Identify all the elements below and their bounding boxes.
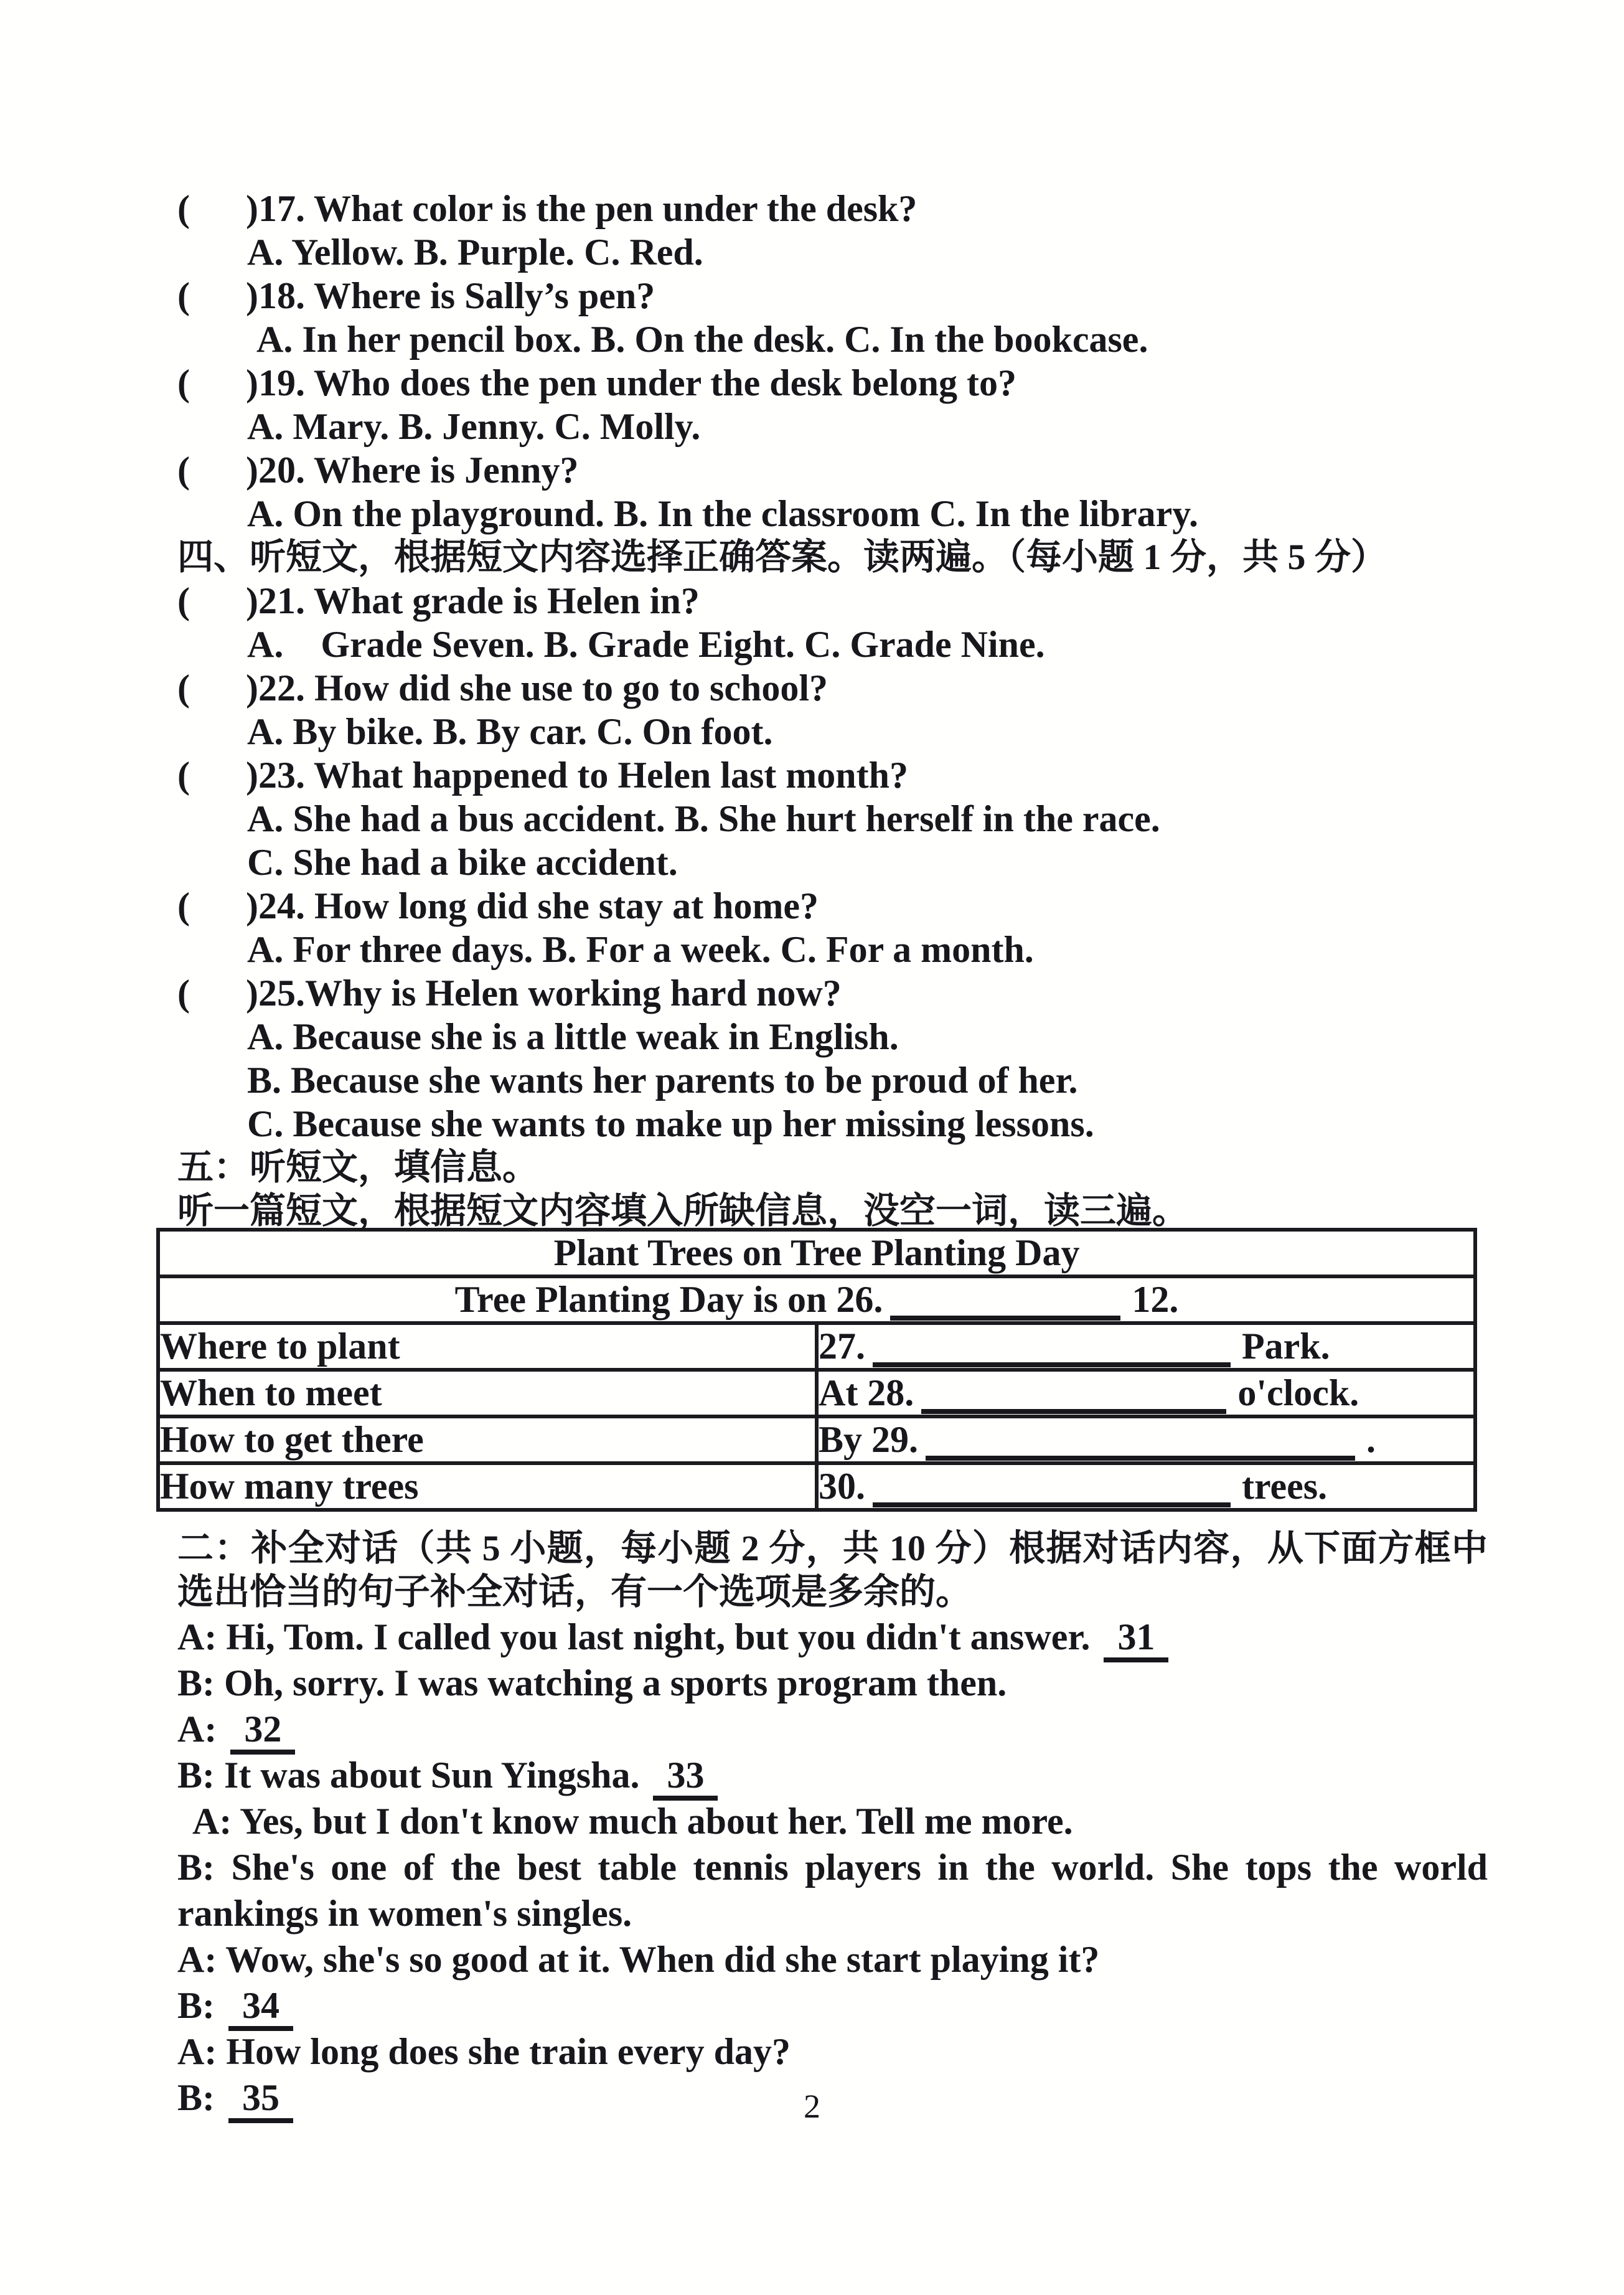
section-listening-mc: [177, 187, 1488, 535]
page-content: [160, 187, 1497, 2121]
dialogue-line-b2: [177, 1752, 1488, 1798]
table-row-label: When to meet: [158, 1370, 817, 1416]
options-line-25a: A. Because she is a little weak in English.: [247, 1016, 899, 1057]
question-line-23: ( )23. What happened to Helen last month?: [177, 755, 908, 796]
table-subtitle-row: [158, 1276, 1475, 1323]
question-line-25: ( )25.Why is Helen working hard now?: [177, 973, 842, 1014]
table-row-how: [158, 1416, 1475, 1463]
dialogue-line-a1: [177, 1614, 1488, 1660]
dialogue-line-a4: [177, 1936, 1488, 1982]
blank-prefix-27: 27.: [819, 1326, 865, 1367]
section-five-heading: 五：听短文，填信息。: [177, 1147, 539, 1187]
table-row-label: How many trees: [158, 1463, 817, 1510]
dialogue-text: B: Oh, sorry. I was watching a sports program then.: [177, 1662, 1007, 1704]
page-number: 2: [804, 2088, 820, 2125]
dialogue-text: B: It was about Sun Yingsha.: [177, 1755, 640, 1796]
dialogue-line-a2: [177, 1706, 1488, 1752]
answer-blank-32: 32: [230, 1708, 295, 1755]
table-row-label: How to get there: [158, 1416, 817, 1463]
dialogue-text: A: Hi, Tom. I called you last night, but you didn't answer.: [177, 1616, 1091, 1657]
dialogue-line-b4: [177, 1982, 1488, 2029]
table-title: Plant Trees on Tree Planting Day: [158, 1230, 1475, 1276]
dialogue-text: A: Yes, but I don't know much about her. Tell me more.: [192, 1801, 1073, 1842]
blank-suffix-29: .: [1366, 1419, 1376, 1460]
section-two-dialogue: [177, 1527, 1497, 2121]
table-row-where: [158, 1323, 1475, 1370]
dialogue-text: A: How long does she train every day?: [177, 2031, 791, 2072]
answer-blank-35: 35: [228, 2077, 293, 2123]
section-five-instruction: 听一篇短文，根据短文内容填入所缺信息，没空一词，读三遍。: [177, 1190, 1189, 1231]
table-title-row: [158, 1230, 1475, 1276]
question-line-18: ( )18. Where is Sally’s pen?: [177, 275, 655, 316]
fill-blank-26: [890, 1316, 1120, 1321]
answer-blank-33: 33: [653, 1755, 718, 1801]
table-row-label: Where to plant: [158, 1323, 817, 1370]
dialogue-text: B:: [177, 1985, 215, 2026]
options-line-18: A. In her pencil box. B. On the desk. C. In the bookcase.: [247, 319, 1148, 360]
answer-blank-31: 31: [1104, 1616, 1168, 1662]
info-table: [156, 1228, 1477, 1512]
blank-prefix-30: 30.: [819, 1466, 865, 1507]
question-line-24: ( )24. How long did she stay at home?: [177, 885, 819, 926]
options-line-23a: A. She had a bus accident. B. She hurt herself in the race.: [247, 798, 1160, 839]
table-row-trees: [158, 1463, 1475, 1510]
table-row-value: [817, 1323, 1475, 1370]
table-subtitle-prefix: Tree Planting Day is on 26.: [454, 1279, 883, 1320]
fill-blank-28: [921, 1409, 1226, 1414]
blank-prefix-28: At 28.: [819, 1372, 914, 1413]
dialogue-text: B: She's one of the best table tennis players in the world. She tops the world rankings in women's singles.: [177, 1847, 1497, 1934]
answer-blank-34: 34: [228, 1985, 293, 2031]
options-line-19: A. Mary. B. Jenny. C. Molly.: [247, 406, 701, 447]
table-row-when: [158, 1370, 1475, 1416]
section-four-heading: 四、听短文，根据短文内容选择正确答案。读两遍。（每小题 1 分，共 5 分）: [177, 537, 1387, 577]
table-row-value: [817, 1463, 1475, 1510]
options-line-20: A. On the playground. B. In the classroom C. In the library.: [247, 493, 1198, 534]
question-line-17: ( )17. What color is the pen under the desk?: [177, 188, 918, 229]
dialogue-line-a3: [177, 1798, 1488, 1844]
dialogue-text: A: Wow, she's so good at it. When did she start playing it?: [177, 1939, 1100, 1980]
options-line-22: A. By bike. B. By car. C. On foot.: [247, 711, 773, 752]
options-line-25c: C. Because she wants to make up her missing lessons.: [247, 1103, 1094, 1144]
blank-suffix-28: o'clock.: [1237, 1372, 1359, 1413]
options-line-21: A. Grade Seven. B. Grade Eight. C. Grade Nine.: [247, 624, 1045, 665]
options-line-23b: C. She had a bike accident.: [247, 842, 678, 883]
section-five-listening: [177, 1146, 1488, 1233]
dialogue-line-a5: [177, 2029, 1488, 2075]
dialogue-line-b3: [177, 1844, 1497, 1936]
dialogue-text: B:: [177, 2077, 215, 2118]
fill-blank-30: [873, 1502, 1231, 1507]
question-line-20: ( )20. Where is Jenny?: [177, 450, 579, 491]
fill-blank-29: [926, 1456, 1355, 1461]
question-line-21: ( )21. What grade is Helen in?: [177, 580, 700, 621]
section-two-heading: 二：补全对话（共 5 小题，每小题 2 分，共 10 分）根据对话内容，从下面方框中选出恰当的句子补全对话，有一个选项是多余的。: [177, 1528, 1488, 1612]
table-subtitle: [158, 1276, 1475, 1323]
table-row-value: [817, 1370, 1475, 1416]
dialogue-line-b1: [177, 1660, 1488, 1706]
blank-suffix-30: trees.: [1242, 1466, 1328, 1507]
dialogue-text: A:: [177, 1708, 217, 1750]
question-line-19: ( )19. Who does the pen under the desk belong to?: [177, 362, 1016, 403]
blank-prefix-29: By 29.: [819, 1419, 919, 1460]
section-four-listening: [177, 535, 1488, 1146]
question-line-22: ( )22. How did she use to go to school?: [177, 667, 828, 709]
options-line-17: A. Yellow. B. Purple. C. Red.: [247, 232, 703, 273]
fill-blank-27: [873, 1362, 1231, 1367]
table-subtitle-suffix: 12.: [1132, 1279, 1179, 1320]
blank-suffix-27: Park.: [1242, 1326, 1330, 1367]
options-line-25b: B. Because she wants her parents to be proud of her.: [247, 1060, 1078, 1101]
table-row-value: [817, 1416, 1475, 1463]
options-line-24: A. For three days. B. For a week. C. For a month.: [247, 929, 1034, 970]
